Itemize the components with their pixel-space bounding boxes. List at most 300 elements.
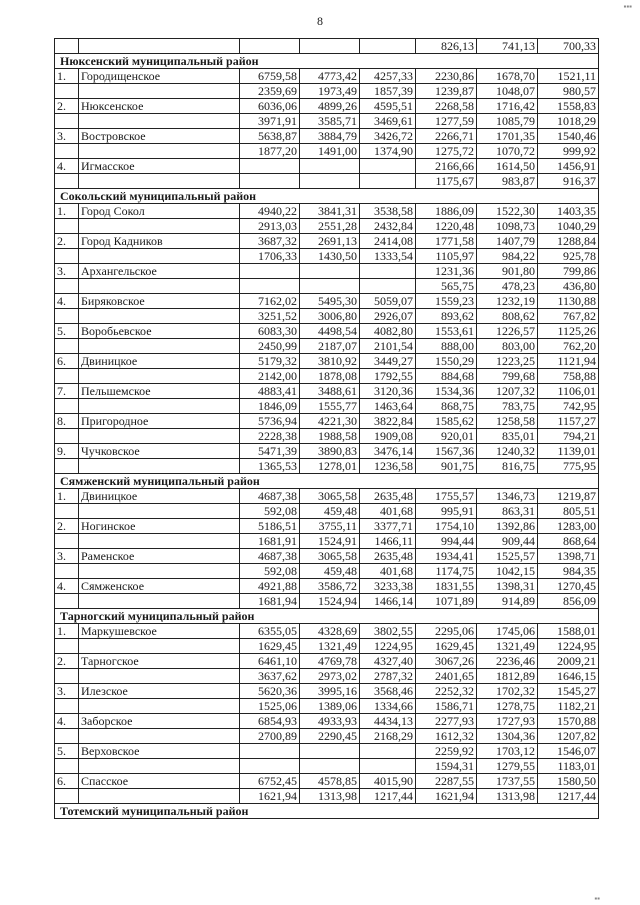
value-cell: 856,09 — [538, 594, 599, 609]
value-cell — [240, 159, 300, 174]
value-cell: 914,89 — [477, 594, 538, 609]
value-cell — [360, 174, 416, 189]
value-cell: 808,62 — [477, 309, 538, 324]
value-cell: 1125,26 — [538, 324, 599, 339]
value-cell: 2266,71 — [416, 129, 477, 144]
row-number: 1. — [55, 204, 79, 219]
value-cell: 1540,46 — [538, 129, 599, 144]
value-cell: 1681,91 — [240, 534, 300, 549]
value-cell: 1546,07 — [538, 744, 599, 759]
row-number: 2. — [55, 99, 79, 114]
table-row — [55, 549, 599, 564]
value-cell: 742,95 — [538, 399, 599, 414]
value-cell: 741,13 — [477, 39, 538, 54]
table-row — [55, 714, 599, 729]
row-number: 2. — [55, 234, 79, 249]
value-cell: 916,37 — [538, 174, 599, 189]
value-cell: 1909,08 — [360, 429, 416, 444]
value-cell: 4687,38 — [240, 489, 300, 504]
value-cell: 3802,55 — [360, 624, 416, 639]
settlement-name — [79, 249, 240, 264]
table-row — [55, 759, 599, 774]
value-cell: 4687,38 — [240, 549, 300, 564]
row-number: 2. — [55, 519, 79, 534]
settlement-name: Чучковское — [79, 444, 240, 459]
value-cell: 2166,66 — [416, 159, 477, 174]
table-row — [55, 639, 599, 654]
value-cell: 863,31 — [477, 504, 538, 519]
value-cell: 1570,88 — [538, 714, 599, 729]
value-cell: 1130,88 — [538, 294, 599, 309]
row-number — [55, 279, 79, 294]
value-cell: 1182,21 — [538, 699, 599, 714]
value-cell: 4595,51 — [360, 99, 416, 114]
settlement-name — [79, 399, 240, 414]
value-cell — [240, 39, 300, 54]
value-cell — [360, 264, 416, 279]
value-cell: 3586,72 — [300, 579, 360, 594]
section-title: Сямженский муниципальный район — [55, 474, 599, 489]
value-cell: 1018,29 — [538, 114, 599, 129]
value-cell: 3006,80 — [300, 309, 360, 324]
value-cell: 1226,57 — [477, 324, 538, 339]
value-cell — [360, 759, 416, 774]
value-cell: 826,13 — [416, 39, 477, 54]
value-cell: 4883,41 — [240, 384, 300, 399]
value-cell: 1755,57 — [416, 489, 477, 504]
value-cell: 1374,90 — [360, 144, 416, 159]
value-cell — [240, 744, 300, 759]
section-header-row — [55, 189, 599, 204]
table-row — [55, 459, 599, 474]
value-cell: 3995,16 — [300, 684, 360, 699]
value-cell: 1466,14 — [360, 594, 416, 609]
settlement-name — [79, 279, 240, 294]
value-cell: 2691,13 — [300, 234, 360, 249]
value-cell: 1236,58 — [360, 459, 416, 474]
row-number — [55, 339, 79, 354]
row-number — [55, 564, 79, 579]
value-cell: 459,48 — [300, 504, 360, 519]
value-cell: 1219,87 — [538, 489, 599, 504]
row-number: 3. — [55, 549, 79, 564]
value-cell: 2635,48 — [360, 549, 416, 564]
table-row — [55, 294, 599, 309]
settlement-name: Верховское — [79, 744, 240, 759]
row-number: 1. — [55, 69, 79, 84]
value-cell: 5186,51 — [240, 519, 300, 534]
row-number — [55, 789, 79, 804]
row-number — [55, 249, 79, 264]
value-cell: 794,21 — [538, 429, 599, 444]
value-cell: 805,51 — [538, 504, 599, 519]
table-row — [55, 654, 599, 669]
table-row — [55, 339, 599, 354]
settlement-name: Заборское — [79, 714, 240, 729]
value-cell: 1703,12 — [477, 744, 538, 759]
table-row — [55, 264, 599, 279]
value-cell: 1207,82 — [538, 729, 599, 744]
settlement-name — [79, 144, 240, 159]
value-cell: 2359,69 — [240, 84, 300, 99]
row-number — [55, 399, 79, 414]
value-cell: 1524,94 — [300, 594, 360, 609]
value-cell: 884,68 — [416, 369, 477, 384]
value-cell: 4327,40 — [360, 654, 416, 669]
value-cell: 1279,55 — [477, 759, 538, 774]
value-cell: 3841,31 — [300, 204, 360, 219]
value-cell: 2295,06 — [416, 624, 477, 639]
value-cell: 1831,55 — [416, 579, 477, 594]
table-row — [55, 114, 599, 129]
row-number — [55, 39, 79, 54]
value-cell: 2973,02 — [300, 669, 360, 684]
row-number — [55, 144, 79, 159]
value-cell: 1558,83 — [538, 99, 599, 114]
value-cell: 4015,90 — [360, 774, 416, 789]
settlement-name — [79, 594, 240, 609]
settlement-name — [79, 639, 240, 654]
value-cell: 984,22 — [477, 249, 538, 264]
value-cell: 1398,31 — [477, 579, 538, 594]
row-number: 3. — [55, 129, 79, 144]
value-cell: 1220,48 — [416, 219, 477, 234]
value-cell: 1223,25 — [477, 354, 538, 369]
value-cell: 1407,79 — [477, 234, 538, 249]
row-number: 4. — [55, 294, 79, 309]
value-cell: 6083,30 — [240, 324, 300, 339]
settlement-name: Раменское — [79, 549, 240, 564]
value-cell: 1934,41 — [416, 549, 477, 564]
value-cell: 1594,31 — [416, 759, 477, 774]
value-cell: 2252,32 — [416, 684, 477, 699]
value-cell: 6854,93 — [240, 714, 300, 729]
value-cell: 1333,54 — [360, 249, 416, 264]
section-title: Тарногский муниципальный район — [55, 609, 599, 624]
value-cell: 1456,91 — [538, 159, 599, 174]
value-cell: 1466,11 — [360, 534, 416, 549]
settlement-name: Сямженское — [79, 579, 240, 594]
value-cell: 2635,48 — [360, 489, 416, 504]
settlement-name: Востровское — [79, 129, 240, 144]
value-cell: 5620,36 — [240, 684, 300, 699]
value-cell: 3449,27 — [360, 354, 416, 369]
settlement-name: Илезское — [79, 684, 240, 699]
row-number: 8. — [55, 414, 79, 429]
settlement-name — [79, 369, 240, 384]
value-cell: 1207,32 — [477, 384, 538, 399]
value-cell: 762,20 — [538, 339, 599, 354]
table-row — [55, 369, 599, 384]
value-cell: 1754,10 — [416, 519, 477, 534]
table-row — [55, 99, 599, 114]
row-number — [55, 759, 79, 774]
settlement-name: Архангельское — [79, 264, 240, 279]
value-cell: 4082,80 — [360, 324, 416, 339]
value-cell: 2187,07 — [300, 339, 360, 354]
value-cell: 1629,45 — [240, 639, 300, 654]
value-cell — [300, 264, 360, 279]
value-cell: 4899,26 — [300, 99, 360, 114]
value-cell: 1567,36 — [416, 444, 477, 459]
settlement-name: Тарногское — [79, 654, 240, 669]
table-row — [55, 789, 599, 804]
value-cell — [300, 159, 360, 174]
value-cell: 4257,33 — [360, 69, 416, 84]
row-number: 2. — [55, 654, 79, 669]
value-cell: 3971,91 — [240, 114, 300, 129]
value-cell: 1277,59 — [416, 114, 477, 129]
value-cell: 1812,89 — [477, 669, 538, 684]
section-header-row — [55, 804, 599, 819]
value-cell: 1621,94 — [416, 789, 477, 804]
value-cell: 775,95 — [538, 459, 599, 474]
value-cell: 592,08 — [240, 564, 300, 579]
table-row — [55, 144, 599, 159]
row-number: 3. — [55, 684, 79, 699]
value-cell: 3810,92 — [300, 354, 360, 369]
value-cell — [360, 39, 416, 54]
value-cell: 816,75 — [477, 459, 538, 474]
value-cell: 1365,53 — [240, 459, 300, 474]
row-number — [55, 219, 79, 234]
value-cell: 1085,79 — [477, 114, 538, 129]
value-cell — [240, 279, 300, 294]
value-cell: 2009,21 — [538, 654, 599, 669]
value-cell: 1555,77 — [300, 399, 360, 414]
value-cell: 1463,64 — [360, 399, 416, 414]
row-number — [55, 84, 79, 99]
value-cell: 984,35 — [538, 564, 599, 579]
value-cell: 1283,00 — [538, 519, 599, 534]
settlement-name: Игмасское — [79, 159, 240, 174]
value-cell: 3233,38 — [360, 579, 416, 594]
value-cell: 999,92 — [538, 144, 599, 159]
value-cell: 6759,58 — [240, 69, 300, 84]
value-cell: 1048,07 — [477, 84, 538, 99]
table-row — [55, 249, 599, 264]
value-cell: 2287,55 — [416, 774, 477, 789]
value-cell: 2401,65 — [416, 669, 477, 684]
value-cell: 3251,52 — [240, 309, 300, 324]
value-cell: 1313,98 — [300, 789, 360, 804]
value-cell: 3065,58 — [300, 489, 360, 504]
row-number: 3. — [55, 264, 79, 279]
table-row — [55, 519, 599, 534]
settlement-name — [79, 114, 240, 129]
value-cell: 2101,54 — [360, 339, 416, 354]
value-cell: 5495,30 — [300, 294, 360, 309]
value-cell: 4434,13 — [360, 714, 416, 729]
row-number: 4. — [55, 579, 79, 594]
settlement-name: Воробьевское — [79, 324, 240, 339]
value-cell: 1521,11 — [538, 69, 599, 84]
value-cell: 3377,71 — [360, 519, 416, 534]
table-row — [55, 729, 599, 744]
value-cell: 1240,32 — [477, 444, 538, 459]
value-cell: 2432,84 — [360, 219, 416, 234]
value-cell: 3822,84 — [360, 414, 416, 429]
value-cell: 1553,61 — [416, 324, 477, 339]
value-cell: 1070,72 — [477, 144, 538, 159]
table-row — [55, 594, 599, 609]
row-number: 7. — [55, 384, 79, 399]
value-cell: 478,23 — [477, 279, 538, 294]
value-cell — [360, 744, 416, 759]
value-cell: 6752,45 — [240, 774, 300, 789]
value-cell: 4940,22 — [240, 204, 300, 219]
table-row — [55, 84, 599, 99]
page-number: 8 — [317, 14, 323, 28]
value-cell: 783,75 — [477, 399, 538, 414]
value-cell: 2142,00 — [240, 369, 300, 384]
value-cell: 1071,89 — [416, 594, 477, 609]
value-cell: 1278,01 — [300, 459, 360, 474]
value-cell: 6461,10 — [240, 654, 300, 669]
value-cell: 700,33 — [538, 39, 599, 54]
table-row — [55, 324, 599, 339]
value-cell: 4773,42 — [300, 69, 360, 84]
row-number — [55, 114, 79, 129]
table-row — [55, 204, 599, 219]
value-cell: 1275,72 — [416, 144, 477, 159]
table-row — [55, 309, 599, 324]
section-title: Сокольский муниципальный район — [55, 189, 599, 204]
value-cell: 3065,58 — [300, 549, 360, 564]
settlement-name — [79, 459, 240, 474]
value-cell — [240, 759, 300, 774]
value-cell: 2268,58 — [416, 99, 477, 114]
value-cell: 1678,70 — [477, 69, 538, 84]
value-cell: 1522,30 — [477, 204, 538, 219]
value-cell: 893,62 — [416, 309, 477, 324]
corner-mark-bottom: ▪▪ — [594, 894, 600, 903]
value-cell: 1585,62 — [416, 414, 477, 429]
row-number: 4. — [55, 159, 79, 174]
value-cell: 888,00 — [416, 339, 477, 354]
value-cell: 2290,45 — [300, 729, 360, 744]
value-cell: 994,44 — [416, 534, 477, 549]
table-row — [55, 774, 599, 789]
value-cell: 3469,61 — [360, 114, 416, 129]
value-cell: 7162,02 — [240, 294, 300, 309]
settlement-name: Спасское — [79, 774, 240, 789]
value-cell: 1706,33 — [240, 249, 300, 264]
value-cell: 1580,50 — [538, 774, 599, 789]
value-cell — [360, 279, 416, 294]
table-row — [55, 414, 599, 429]
value-cell: 3585,71 — [300, 114, 360, 129]
table-row — [55, 429, 599, 444]
value-cell: 758,88 — [538, 369, 599, 384]
value-cell: 2236,46 — [477, 654, 538, 669]
value-cell: 4921,88 — [240, 579, 300, 594]
table-row — [55, 744, 599, 759]
settlement-name — [79, 339, 240, 354]
value-cell: 1534,36 — [416, 384, 477, 399]
settlement-name: Город Кадников — [79, 234, 240, 249]
row-number: 5. — [55, 324, 79, 339]
row-number: 4. — [55, 714, 79, 729]
value-cell: 2168,29 — [360, 729, 416, 744]
value-cell: 1702,32 — [477, 684, 538, 699]
value-cell: 1105,97 — [416, 249, 477, 264]
value-cell: 1217,44 — [538, 789, 599, 804]
value-cell: 995,91 — [416, 504, 477, 519]
value-cell: 4578,85 — [300, 774, 360, 789]
value-cell: 6036,06 — [240, 99, 300, 114]
value-cell: 1716,42 — [477, 99, 538, 114]
value-cell: 920,01 — [416, 429, 477, 444]
value-cell: 2551,28 — [300, 219, 360, 234]
value-cell: 1586,71 — [416, 699, 477, 714]
table-row — [55, 129, 599, 144]
value-cell: 5736,94 — [240, 414, 300, 429]
value-cell: 3687,32 — [240, 234, 300, 249]
value-cell: 1681,94 — [240, 594, 300, 609]
value-cell: 2277,93 — [416, 714, 477, 729]
value-cell — [300, 759, 360, 774]
row-number: 9. — [55, 444, 79, 459]
value-cell: 1792,55 — [360, 369, 416, 384]
value-cell: 980,57 — [538, 84, 599, 99]
value-cell: 1313,98 — [477, 789, 538, 804]
settlement-name — [79, 759, 240, 774]
value-cell: 1278,75 — [477, 699, 538, 714]
row-number — [55, 639, 79, 654]
settlement-name — [79, 789, 240, 804]
value-cell: 1270,45 — [538, 579, 599, 594]
value-cell: 1304,36 — [477, 729, 538, 744]
settlement-name: Нюксенское — [79, 99, 240, 114]
settlement-name — [79, 174, 240, 189]
settlement-name — [79, 564, 240, 579]
settlement-name: Городищенское — [79, 69, 240, 84]
value-cell: 1224,95 — [360, 639, 416, 654]
value-cell: 3538,58 — [360, 204, 416, 219]
section-header-row — [55, 54, 599, 69]
value-cell: 1550,29 — [416, 354, 477, 369]
value-cell: 1157,27 — [538, 414, 599, 429]
value-cell: 2926,07 — [360, 309, 416, 324]
section-header-row — [55, 474, 599, 489]
value-cell: 1621,94 — [240, 789, 300, 804]
value-cell: 5638,87 — [240, 129, 300, 144]
value-cell: 1175,67 — [416, 174, 477, 189]
settlement-name: Двиницкое — [79, 354, 240, 369]
value-cell: 1886,09 — [416, 204, 477, 219]
value-cell: 1121,94 — [538, 354, 599, 369]
table-row — [55, 159, 599, 174]
value-cell: 803,00 — [477, 339, 538, 354]
settlement-name — [79, 39, 240, 54]
settlement-name: Ногинское — [79, 519, 240, 534]
settlement-name — [79, 534, 240, 549]
value-cell: 1701,35 — [477, 129, 538, 144]
settlement-name — [79, 669, 240, 684]
value-cell: 1525,57 — [477, 549, 538, 564]
value-cell: 1392,86 — [477, 519, 538, 534]
value-cell: 1846,09 — [240, 399, 300, 414]
value-cell: 1629,45 — [416, 639, 477, 654]
value-cell: 983,87 — [477, 174, 538, 189]
value-cell: 6355,05 — [240, 624, 300, 639]
value-cell: 4769,78 — [300, 654, 360, 669]
value-cell: 1334,66 — [360, 699, 416, 714]
table-row — [55, 489, 599, 504]
value-cell: 1491,00 — [300, 144, 360, 159]
value-cell: 1988,58 — [300, 429, 360, 444]
